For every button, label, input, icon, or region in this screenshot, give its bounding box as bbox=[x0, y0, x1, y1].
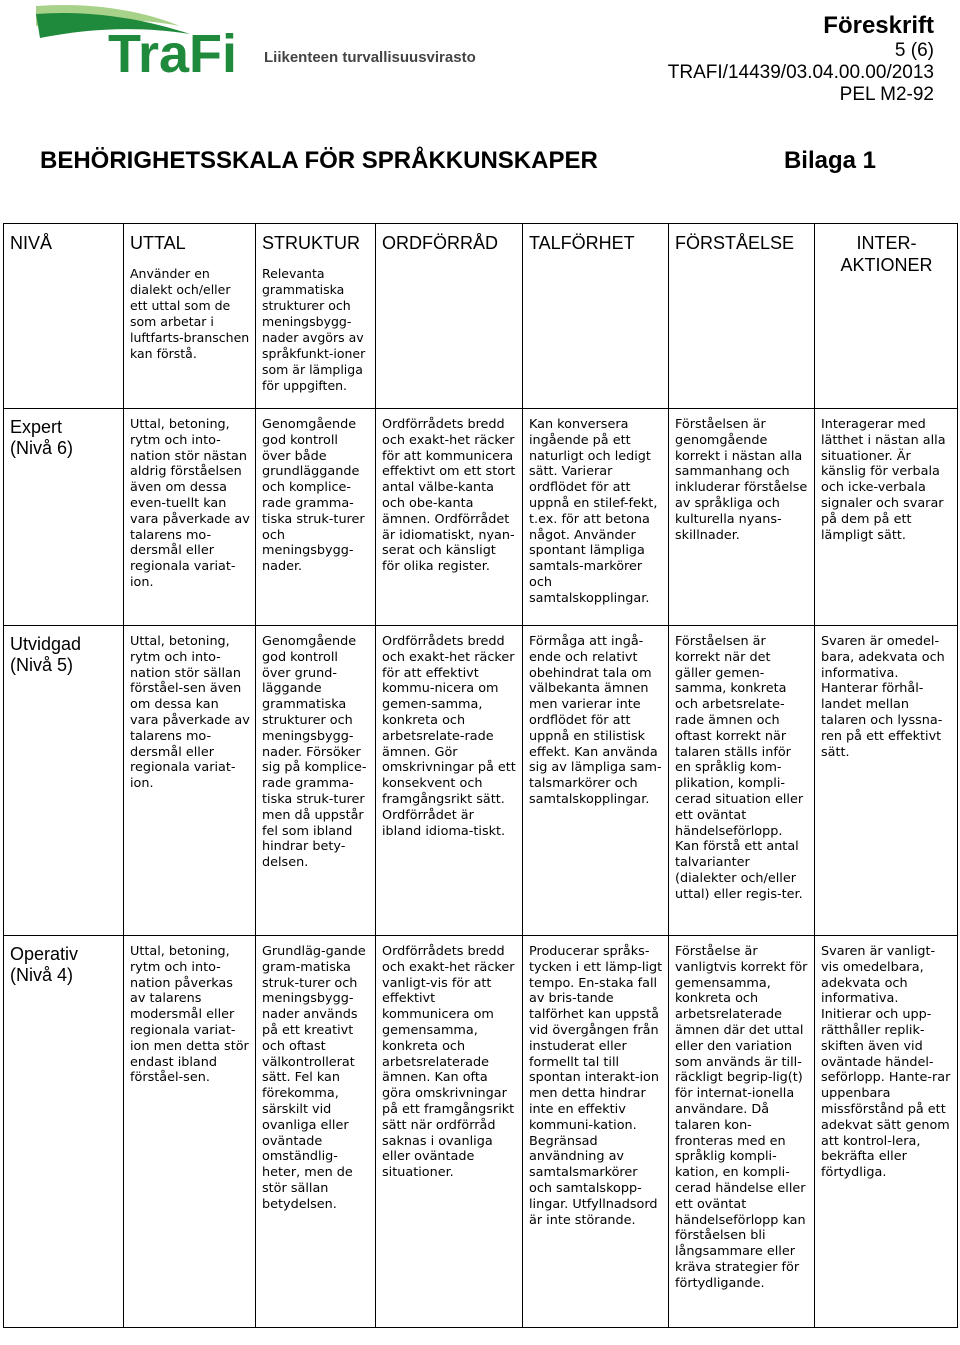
level-number: (Nivå 6) bbox=[10, 438, 74, 458]
header-interaktioner: INTER- AKTIONER bbox=[815, 224, 958, 409]
reference-number: TRAFI/14439/03.04.00.00/2013 bbox=[667, 62, 934, 83]
language-scale-table bbox=[3, 223, 958, 1328]
level-number: (Nivå 5) bbox=[10, 655, 74, 675]
heading-title: BEHÖRIGHETSSKALA FÖR SPRÅKKUNSKAPER bbox=[40, 147, 598, 174]
level-cell bbox=[4, 936, 124, 1328]
appendix-label: Bilaga 1 bbox=[783, 147, 876, 174]
cell-interaktioner: Svaren är omedel-bara, adekvata och informativa. Hanterar förhål-landet mellan talaren och lyssna-ren på ett effektivt sätt. bbox=[815, 626, 958, 936]
cell-talforhet: Kan konversera ingående på ett naturligt och ledigt sätt. Varierar ordflödet för att uppnå en stilef-fekt, t.ex. för att betona något. Använder spontant lämpliga samtals-markörer och samtalskopplingar. bbox=[523, 409, 669, 626]
header-talforhet: TALFÖRHET bbox=[523, 224, 669, 409]
cell-struktur: Grundläg-gande gram-matiska struk-turer och meningsbygg-nader används på ett kreativt och oftast välkontrollerat sätt. Fel kan förekomma, särskilt vid ovanliga eller oväntade omständlig-heter, men de stör sällan betydelsen. bbox=[256, 936, 376, 1328]
level-name: Utvidgad bbox=[10, 634, 82, 654]
header-uttal-title: UTTAL bbox=[130, 233, 186, 253]
logo-subtitle: Liikenteen turvallisuusvirasto bbox=[264, 49, 476, 66]
level-name: Operativ bbox=[10, 944, 79, 964]
header-struktur bbox=[256, 224, 376, 409]
cell-talforhet: Förmåga att ingå-ende och relativt obehindrat tala om välbekanta ämnen men varierar inte ordflödet för att uppnå en stilistisk effekt. Kan använda sig av lämpliga sam-talsmarkörer och samtalskopplingar. bbox=[523, 626, 669, 936]
page-number: 5 (6) bbox=[894, 40, 934, 61]
level-name: Expert bbox=[10, 417, 63, 437]
header-uttal bbox=[124, 224, 256, 409]
document-code: PEL M2-92 bbox=[839, 84, 934, 105]
header-forstaelse: FÖRSTÅELSE bbox=[669, 224, 815, 409]
cell-struktur: Genomgående god kontroll över grund-läggande grammatiska strukturer och meningsbygg-nader. Försöker sig på komplice-rade gramma-tiska struk-turer men då uppstår fel som ibland hindrar bety-delsen. bbox=[256, 626, 376, 936]
cell-uttal: Uttal, betoning, rytm och into-nation stör sällan förståel-sen även om dessa kan vara påverkade av talarens mo-dersmål eller regionala variat-ion. bbox=[124, 626, 256, 936]
header-uttal-desc: Använder en dialekt och/eller ett uttal som de som arbetar i luftfarts-branschen kan förstå. bbox=[130, 266, 250, 361]
cell-ordforrad: Ordförrådets bredd och exakt-het räcker för att kommunicera effektivt om ett stort antal välbe-kanta och obe-kanta ämnen. Ordförrådet är idiomatiskt, nyan-serat och känsligt för olika register. bbox=[376, 409, 523, 626]
table-row-expert bbox=[4, 409, 958, 626]
header-struktur-desc: Relevanta grammatiska strukturer och meningsbygg-nader avgörs av språkfunkt-ioner som är lämpliga för uppgiften. bbox=[262, 266, 366, 393]
trafi-logo bbox=[30, 0, 476, 90]
table-row-operativ bbox=[4, 936, 958, 1328]
level-cell bbox=[4, 409, 124, 626]
header-struktur-title: STRUKTUR bbox=[262, 233, 360, 253]
cell-forstaelse: Förståelsen är korrekt när det gäller gemen-samma, konkreta och arbetsrelate-rade ämnen och oftast korrekt när talaren ställs inför en språklig kom-plikation, kompli-cerad situation eller ett oväntat händelseförlopp. Kan förstå ett antal talvarianter (dialekter och/eller uttal) eller regis-ter. bbox=[669, 626, 815, 936]
level-cell bbox=[4, 626, 124, 936]
cell-forstaelse: Förståelse är vanligtvis korrekt för gemensamma, konkreta och arbetsrelaterade ämnen där det uttal eller den variation som används är till-räckligt begrip-lig(t) för internat-ionella användare. Då talaren kon-fronteras med en språklig kompli-kation, en kompli-cerad händelse eller ett oväntat händelseförlopp kan förståelsen bli långsammare eller kräva strategier för förtydligande. bbox=[669, 936, 815, 1328]
cell-uttal: Uttal, betoning, rytm och into-nation påverkas av talarens modersmål eller regionala variat-ion men detta stör endast ibland förståel-sen. bbox=[124, 936, 256, 1328]
header-niva: NIVÅ bbox=[4, 224, 124, 409]
level-number: (Nivå 4) bbox=[10, 965, 74, 985]
cell-forstaelse: Förståelsen är genomgående korrekt i nästan alla sammanhang och inkluderar förståelse av språkliga och kulturella nyans-skillnader. bbox=[669, 409, 815, 626]
table-row-utvidgad bbox=[4, 626, 958, 936]
document-type: Föreskrift bbox=[823, 12, 934, 39]
page-heading bbox=[40, 145, 876, 177]
logo-wordmark: TraFi bbox=[108, 24, 238, 84]
cell-interaktioner: Interagerar med lätthet i nästan alla situationer. Är känslig för verbala och icke-verbala signaler och svarar på dem på ett lämpligt sätt. bbox=[815, 409, 958, 626]
cell-interaktioner: Svaren är vanligt-vis omedelbara, adekvata och informativa. Initierar och upp-rätthåller replik-skiften även vid oväntade händel-seförlopp. Hante-rar uppenbara missförstånd på ett adekvat sätt genom att kontrol-lera, bekräfta eller förtydliga. bbox=[815, 936, 958, 1328]
cell-uttal: Uttal, betoning, rytm och into-nation stör nästan aldrig förståelsen även om dessa even-tuellt kan vara påverkade av talarens mo-dersmål eller regionala variat-ion. bbox=[124, 409, 256, 626]
cell-ordforrad: Ordförrådets bredd och exakt-het räcker för att effektivt kommu-nicera om gemen-samma, konkreta och arbetsrelate-rade ämnen. Gör omskrivningar på ett konsekvent och framgångsrikt sätt. Ordförrådet är ibland idioma-tiskt. bbox=[376, 626, 523, 936]
cell-talforhet: Producerar språks-tycken i ett lämp-ligt tempo. En-staka fall av bris-tande talförhet kan uppstå vid övergången från instuderat eller formellt tal till spontan interakt-ion men detta hindrar inte en effektiv kommuni-kation. Begränsad användning av samtalsmarkörer och samtalskopp-lingar. Utfyllnadsord är inte störande. bbox=[523, 936, 669, 1328]
cell-struktur: Genomgående god kontroll över både grundläggande och komplice-rade gramma-tiska struk-turer och meningsbygg-nader. bbox=[256, 409, 376, 626]
table-header-row bbox=[4, 224, 958, 409]
cell-ordforrad: Ordförrådets bredd och exakt-het räcker vanligt-vis för att effektivt kommunicera om gemensamma, konkreta och arbetsrelaterade ämnen. Kan ofta göra omskrivningar på ett framgångsrikt sätt när ordförråd saknas i ovanliga eller oväntade situationer. bbox=[376, 936, 523, 1328]
header-ordforrad: ORDFÖRRÅD bbox=[376, 224, 523, 409]
document-header bbox=[668, 12, 934, 106]
